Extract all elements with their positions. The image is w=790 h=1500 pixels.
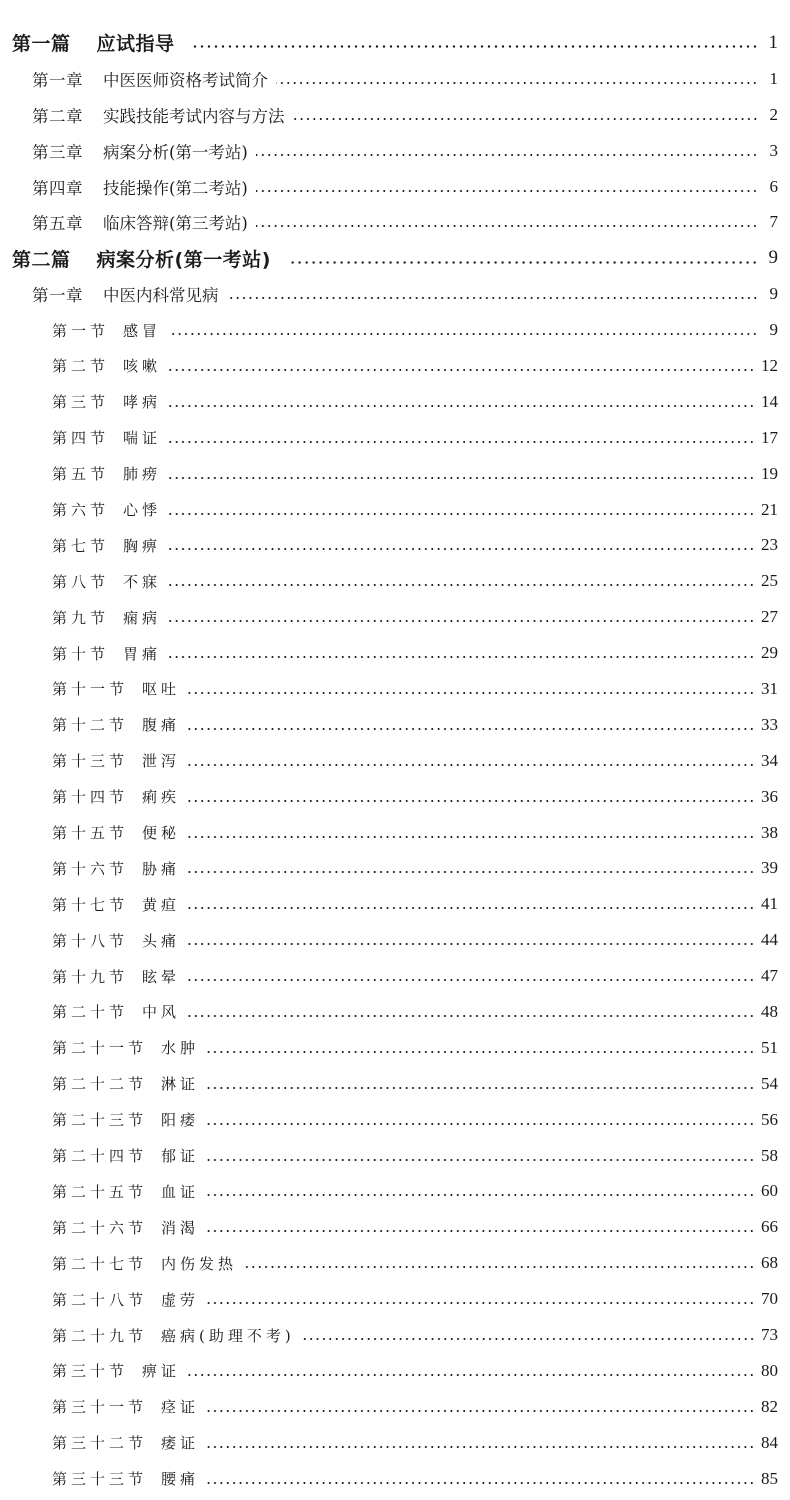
entry-title: 虚劳 (161, 1290, 200, 1309)
page-number: 6 (769, 176, 778, 196)
toc-entry-section[interactable] (0, 563, 790, 599)
entry-title: 痹证 (142, 1362, 181, 1381)
page-number: 27 (761, 607, 778, 627)
entry-title: 头痛 (142, 931, 181, 950)
entry-title: 临床答辩(第三考站) (103, 214, 248, 234)
page-number: 48 (761, 1001, 778, 1021)
page-number: 31 (761, 678, 778, 698)
page-number: 34 (761, 750, 778, 770)
toc-entry-section[interactable] (0, 886, 790, 922)
dot-leader (207, 1194, 755, 1196)
entry-title: 腹痛 (142, 716, 181, 735)
entry-number: 第三十节 (52, 1362, 129, 1381)
toc-entry-chapter[interactable] (0, 276, 790, 312)
page-number: 80 (761, 1360, 778, 1380)
entry-title: 中风 (142, 1003, 181, 1022)
page-number: 51 (761, 1037, 778, 1057)
entry-title: 痉证 (161, 1398, 200, 1417)
page-number: 25 (761, 571, 778, 591)
entry-title: 黄疸 (142, 895, 181, 914)
dot-leader (256, 190, 758, 192)
page-number: 85 (761, 1468, 778, 1488)
dot-leader (169, 405, 755, 407)
toc-entry-chapter[interactable] (0, 97, 790, 133)
dot-leader (169, 584, 755, 586)
page-number: 73 (761, 1325, 778, 1344)
page-number: 60 (761, 1181, 778, 1201)
toc-entry-chapter[interactable] (0, 204, 790, 240)
dot-leader (169, 333, 758, 335)
entry-title: 病案分析(第一考站) (96, 248, 271, 271)
page-number: 1 (768, 31, 778, 53)
toc-entry-section[interactable] (0, 1461, 790, 1497)
page-number: 21 (761, 499, 778, 519)
table-of-contents (0, 25, 790, 1497)
entry-number: 第三十三节 (52, 1470, 148, 1489)
entry-title: 眩晕 (142, 967, 181, 986)
dot-leader (169, 441, 755, 443)
page-number: 12 (761, 355, 778, 375)
entry-number: 第二十一节 (52, 1039, 148, 1058)
entry-number: 第二章 (32, 106, 83, 126)
dot-leader (188, 1015, 755, 1017)
entry-title: 肺痨 (123, 465, 162, 484)
entry-number: 第三十一节 (52, 1398, 148, 1417)
toc-entry-section[interactable] (0, 312, 790, 348)
page-number: 58 (761, 1145, 778, 1165)
entry-title: 痢疾 (142, 788, 181, 807)
dot-leader (207, 1482, 755, 1484)
entry-number: 第九节 (52, 608, 110, 627)
dot-leader (207, 1302, 755, 1304)
entry-number: 第二十五节 (52, 1182, 148, 1201)
dot-leader (207, 1446, 755, 1448)
entry-number: 第二十八节 (52, 1290, 148, 1309)
entry-title: 呕吐 (142, 680, 181, 699)
dot-leader (169, 477, 755, 479)
entry-title: 实践技能考试内容与方法 (103, 106, 285, 126)
entry-number: 第二十三节 (52, 1111, 148, 1130)
dot-leader (245, 1266, 755, 1268)
dot-leader (169, 656, 755, 658)
entry-number: 第二节 (52, 357, 110, 376)
entry-number: 第二十二节 (52, 1075, 148, 1094)
entry-number: 第二十七节 (52, 1254, 148, 1273)
dot-leader (287, 261, 758, 264)
entry-title: 病案分析(第一考站) (103, 142, 248, 162)
toc-entry-section[interactable] (0, 420, 790, 456)
entry-number: 第十二节 (52, 716, 129, 735)
entry-number: 第二十六节 (52, 1218, 148, 1237)
entry-title: 泄泻 (142, 752, 181, 771)
toc-entry-section[interactable] (0, 1209, 790, 1245)
page-number: 3 (769, 140, 778, 160)
entry-number: 第六节 (52, 501, 110, 520)
toc-entry-section[interactable] (0, 599, 790, 635)
entry-title: 胁痛 (142, 859, 181, 878)
entry-title: 淋证 (161, 1075, 200, 1094)
entry-title: 技能操作(第二考站) (103, 178, 248, 198)
entry-title: 血证 (161, 1182, 200, 1201)
entry-title: 腰痛 (161, 1470, 200, 1489)
page-number: 7 (769, 212, 778, 232)
toc-entry-section[interactable] (0, 1030, 790, 1066)
page-number: 14 (761, 391, 778, 411)
entry-title: 消渴 (161, 1218, 200, 1237)
toc-entry-chapter[interactable] (0, 61, 790, 97)
page-number: 9 (769, 284, 778, 304)
entry-title: 便秘 (142, 824, 181, 843)
entry-title: 不寐 (123, 572, 162, 591)
page-number: 68 (761, 1253, 778, 1273)
entry-title: 痿证 (161, 1434, 200, 1453)
entry-number: 第二十九节 (52, 1326, 148, 1345)
dot-leader (169, 513, 755, 515)
toc-entry-section[interactable] (0, 1245, 790, 1281)
entry-number: 第一篇 (12, 33, 71, 56)
dot-leader (293, 118, 759, 120)
page-number: 39 (761, 858, 778, 878)
dot-leader (207, 1230, 755, 1232)
toc-entry-section[interactable] (0, 1138, 790, 1174)
toc-entry-part[interactable] (0, 25, 790, 61)
entry-title: 阳痿 (161, 1111, 200, 1130)
dot-leader (227, 297, 759, 299)
toc-entry-section[interactable] (0, 707, 790, 743)
page-number: 44 (761, 930, 778, 950)
page-number: 9 (768, 247, 778, 269)
entry-number: 第五章 (32, 214, 83, 234)
toc-entry-section[interactable] (0, 958, 790, 994)
toc-entry-chapter[interactable] (0, 169, 790, 205)
page-number: 1 (769, 68, 778, 88)
entry-number: 第三节 (52, 393, 110, 412)
dot-leader (188, 943, 755, 945)
dot-leader (207, 1087, 755, 1089)
dot-leader (276, 82, 758, 84)
entry-number: 第十五节 (52, 824, 129, 843)
page-number: 56 (761, 1109, 778, 1129)
entry-title: 郁证 (161, 1147, 200, 1166)
entry-number: 第二十节 (52, 1003, 129, 1022)
entry-number: 第十八节 (52, 931, 129, 950)
dot-leader (188, 907, 755, 909)
entry-number: 第十节 (52, 644, 110, 663)
dot-leader (191, 45, 758, 48)
toc-entry-section[interactable] (0, 1317, 790, 1353)
toc-entry-section[interactable] (0, 779, 790, 815)
toc-entry-section[interactable] (0, 492, 790, 528)
page-number: 70 (761, 1289, 778, 1309)
entry-title: 水肿 (161, 1039, 200, 1058)
dot-leader (188, 692, 755, 694)
entry-number: 第十一节 (52, 680, 129, 699)
toc-entry-section[interactable] (0, 1102, 790, 1138)
toc-entry-section[interactable] (0, 994, 790, 1030)
toc-entry-section[interactable] (0, 1389, 790, 1425)
page-number: 47 (761, 966, 778, 986)
dot-leader (207, 1159, 755, 1161)
page-number: 41 (761, 894, 778, 914)
entry-number: 第十四节 (52, 788, 129, 807)
page-number: 19 (761, 463, 778, 483)
toc-entry-section[interactable] (0, 527, 790, 563)
toc-entry-section[interactable] (0, 922, 790, 958)
dot-leader (256, 154, 758, 156)
toc-entry-section[interactable] (0, 1066, 790, 1102)
toc-entry-section[interactable] (0, 456, 790, 492)
page-number: 54 (761, 1073, 778, 1093)
entry-title: 痫病 (123, 608, 162, 627)
toc-entry-section[interactable] (0, 850, 790, 886)
dot-leader (169, 548, 755, 550)
toc-entry-section[interactable] (0, 1353, 790, 1389)
entry-number: 第二十四节 (52, 1147, 148, 1166)
entry-number: 第一节 (52, 321, 110, 340)
entry-number: 第五节 (52, 465, 110, 484)
toc-entry-section[interactable] (0, 348, 790, 384)
entry-title: 喘证 (123, 429, 162, 448)
page-number: 29 (761, 643, 778, 663)
entry-number: 第一章 (32, 286, 83, 306)
dot-leader (207, 1051, 755, 1053)
dot-leader (303, 1338, 755, 1340)
entry-number: 第四章 (32, 178, 83, 198)
page-number: 82 (761, 1396, 778, 1416)
entry-number: 第二篇 (12, 248, 71, 271)
entry-number: 第三十二节 (52, 1434, 148, 1453)
entry-title: 感冒 (123, 321, 162, 340)
page-number: 66 (761, 1217, 778, 1237)
dot-leader (169, 369, 755, 371)
page-number: 84 (761, 1432, 778, 1452)
dot-leader (256, 225, 758, 227)
dot-leader (188, 871, 755, 873)
entry-number: 第一章 (32, 70, 83, 90)
dot-leader (207, 1410, 755, 1412)
page-number: 17 (761, 427, 778, 447)
entry-title: 心悸 (123, 501, 162, 520)
entry-title: 胃痛 (123, 644, 162, 663)
dot-leader (188, 728, 755, 730)
entry-number: 第七节 (52, 536, 110, 555)
entry-title: 中医内科常见病 (103, 286, 219, 306)
page-number: 23 (761, 535, 778, 555)
toc-entry-chapter[interactable] (0, 133, 790, 169)
entry-number: 第十七节 (52, 895, 129, 914)
dot-leader (169, 620, 755, 622)
toc-entry-section[interactable] (0, 384, 790, 420)
page-number: 33 (761, 714, 778, 734)
toc-entry-section[interactable] (0, 635, 790, 671)
dot-leader (188, 800, 755, 802)
toc-entry-section[interactable] (0, 815, 790, 851)
dot-leader (188, 979, 755, 981)
page-number: 38 (761, 822, 778, 842)
entry-title: 内伤发热 (161, 1254, 238, 1273)
entry-title: 中医医师资格考试简介 (103, 70, 268, 90)
toc-entry-section[interactable] (0, 1174, 790, 1210)
entry-title: 咳嗽 (123, 357, 162, 376)
entry-number: 第八节 (52, 572, 110, 591)
entry-title: 应试指导 (96, 33, 175, 56)
entry-number: 第三章 (32, 142, 83, 162)
entry-number: 第十三节 (52, 752, 129, 771)
entry-number: 第十九节 (52, 967, 129, 986)
dot-leader (188, 836, 755, 838)
toc-entry-section[interactable] (0, 743, 790, 779)
toc-entry-part[interactable] (0, 240, 790, 276)
entry-title: 癌病(助理不考) (161, 1326, 295, 1345)
toc-entry-section[interactable] (0, 1281, 790, 1317)
dot-leader (207, 1123, 755, 1125)
dot-leader (188, 1374, 755, 1376)
entry-title: 胸痹 (123, 536, 162, 555)
page-number: 36 (761, 786, 778, 806)
entry-title: 哮病 (123, 393, 162, 412)
page-number: 2 (769, 104, 778, 124)
entry-number: 第四节 (52, 429, 110, 448)
entry-number: 第十六节 (52, 859, 129, 878)
page-number: 9 (769, 320, 778, 340)
toc-entry-section[interactable] (0, 671, 790, 707)
dot-leader (188, 764, 755, 766)
toc-entry-section[interactable] (0, 1425, 790, 1461)
